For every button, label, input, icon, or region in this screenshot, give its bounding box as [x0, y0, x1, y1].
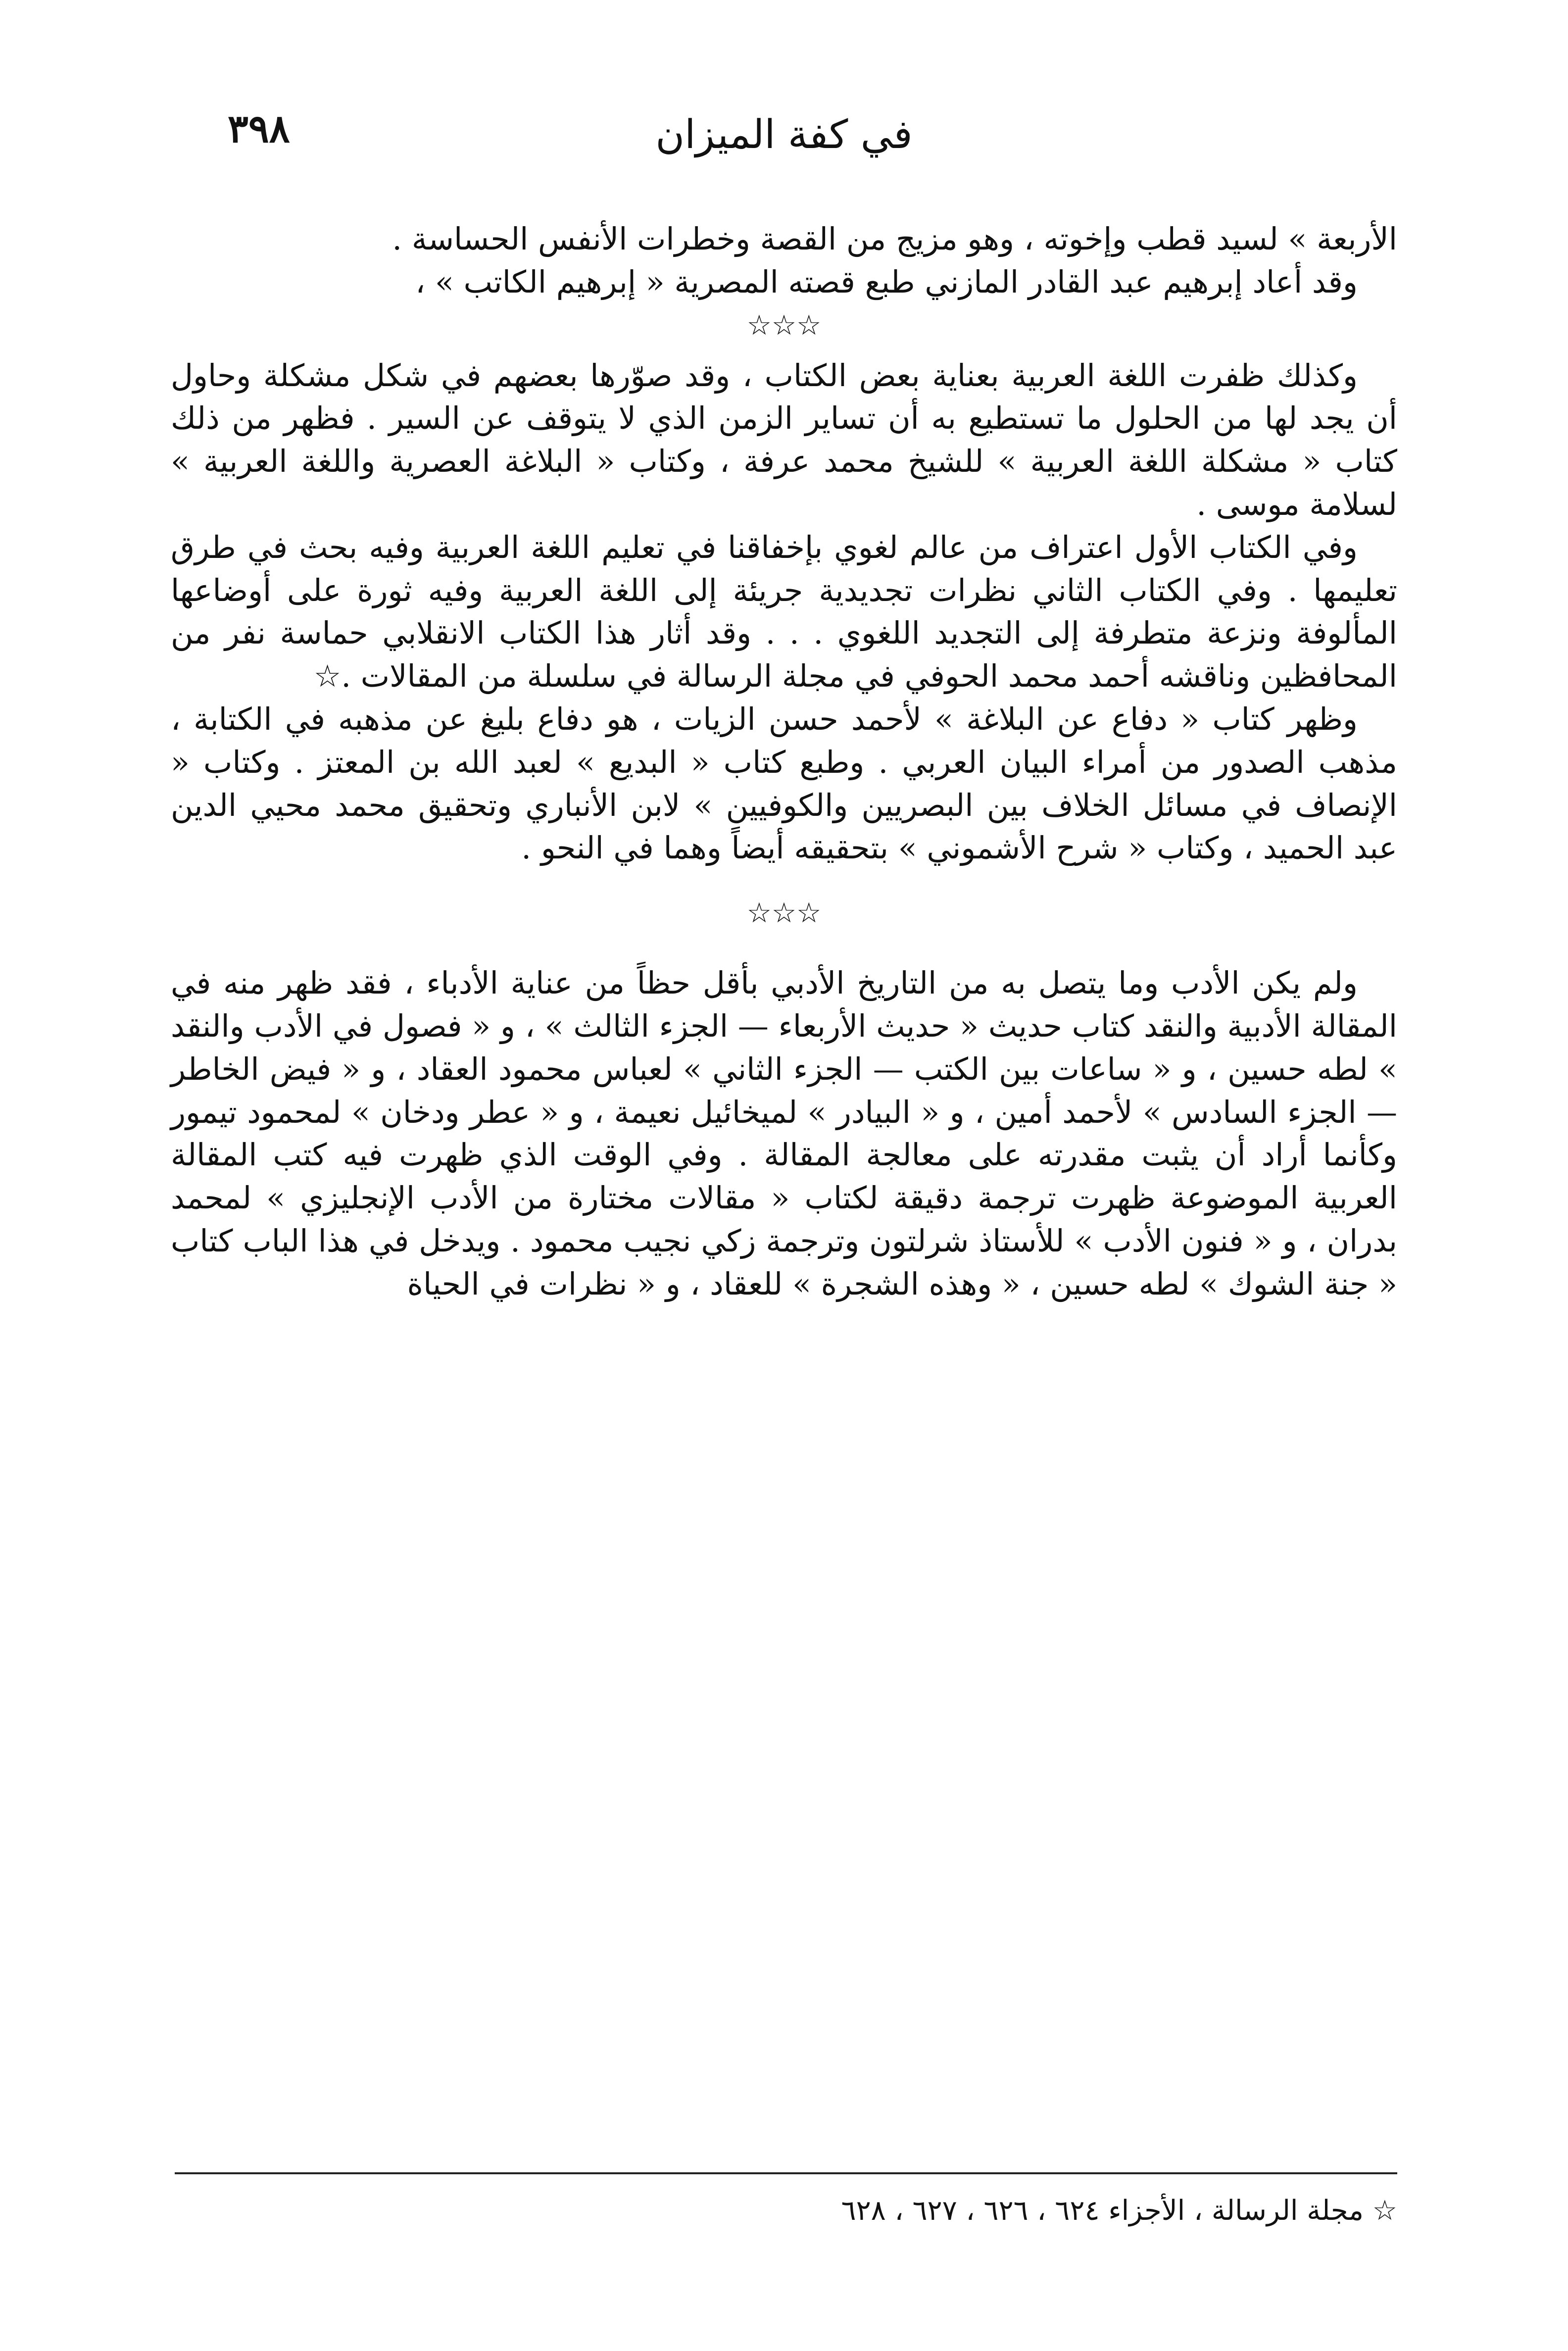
paragraph-mazini: وقد أعاد إبرهيم عبد القادر المازني طبع قصته المصرية « إبرهيم الكاتب » ، [415, 263, 1358, 300]
section-separator-stars: ☆☆☆ [746, 309, 822, 342]
page-header [163, 106, 1405, 181]
paragraph-balagha-defense: وظهر كتاب « دفاع عن البلاغة » لأحمد حسن الزيات ، هو دفاع بليغ عن مذهبه في الكتابة ، مذهب الصدور من أمراء البيان العربي . وطبع كتاب « البديع » لعبد الله بن المعتز . وكتاب « الإنصاف في مسائل الخلاف بين البصريين والكوفيين » لابن الأنباري وتحقيق محمد محيي الدين عبد الحميد ، وكتاب « شرح الأشموني » بتحقيقه أيضاً وهما في النحو . [171, 700, 1397, 866]
page-number: ٣٩٨ [228, 106, 290, 151]
footnote-divider [175, 2172, 1397, 2174]
footnote: ☆ مجلة الرسالة ، الأجزاء ٦٢٤ ، ٦٢٦ ، ٦٢٧ ، ٦٢٨ [841, 2195, 1397, 2227]
paragraph-arabic-language: وكذلك ظفرت اللغة العربية بعناية بعض الكتاب ، وقد صوّرها بعضهم في شكل مشكلة وحاول أن يجد لها من الحلول ما تستطيع به أن تساير الزمن الذي لا يتوقف عن السير . فظهر من ذلك كتاب « مشكلة اللغة العربية » للشيخ محمد عرفة ، وكتاب « البلاغة العصرية واللغة العربية » لسلامة موسى . [171, 357, 1397, 522]
paragraph-literature: ولم يكن الأدب وما يتصل به من التاريخ الأدبي بأقل حظاً من عناية الأدباء ، فقد ظهر منه في المقالة الأدبية والنقد كتاب حديث « حديث الأربعاء — الجزء الثالث » ، و « فصول في الأدب والنقد » لطه حسين ، و « ساعات بين الكتب — الجزء الثاني » لعباس محمود العقاد ، و « فيض الخاطر — الجزء السادس » لأحمد أمين ، و « البيادر » لميخائيل نعيمة ، و « عطر ودخان » لمحمود تيمور وكأنما أراد أن يثبت مقدرته على معالجة المقالة . وفي الوقت الذي ظهرت فيه كتب المقالة العربية الموضوعة ظهرت ترجمة دقيقة لكتاب « مقالات مختارة من الأدب الإنجليزي » لمحمد بدران ، و « فنون الأدب » للأستاذ شرلتون وترجمة زكي نجيب محمود . ويدخل في هذا الباب كتاب « جنة الشوك » لطه حسين ، « وهذه الشجرة » للعقاد ، و « نظرات في الحياة [171, 965, 1397, 1302]
body-text [171, 218, 1397, 1306]
paragraph-continuation: الأربعة » لسيد قطب وإخوته ، وهو مزيج من القصة وخطرات الأنفس الحساسة . [392, 221, 1397, 257]
section-separator-stars: ☆☆☆ [746, 897, 822, 930]
paragraph-first-book: وفي الكتاب الأول اعتراف من عالم لغوي بإخفاقنا في تعليم اللغة العربية وفيه بحث في طرق تعليمها . وفي الكتاب الثاني نظرات تجديدية جريئة إلى اللغة العربية وفيه ثورة على أوضاعها المألوفة ونزعة متطرفة إلى التجديد اللغوي . . . وقد أثار هذا الكتاب الانقلابي حماسة نفر من المحافظين وناقشه أحمد محمد الحوفي في مجلة الرسالة في سلسلة من المقالات .☆ [171, 529, 1397, 695]
running-title: في كفة الميزان [655, 111, 913, 157]
